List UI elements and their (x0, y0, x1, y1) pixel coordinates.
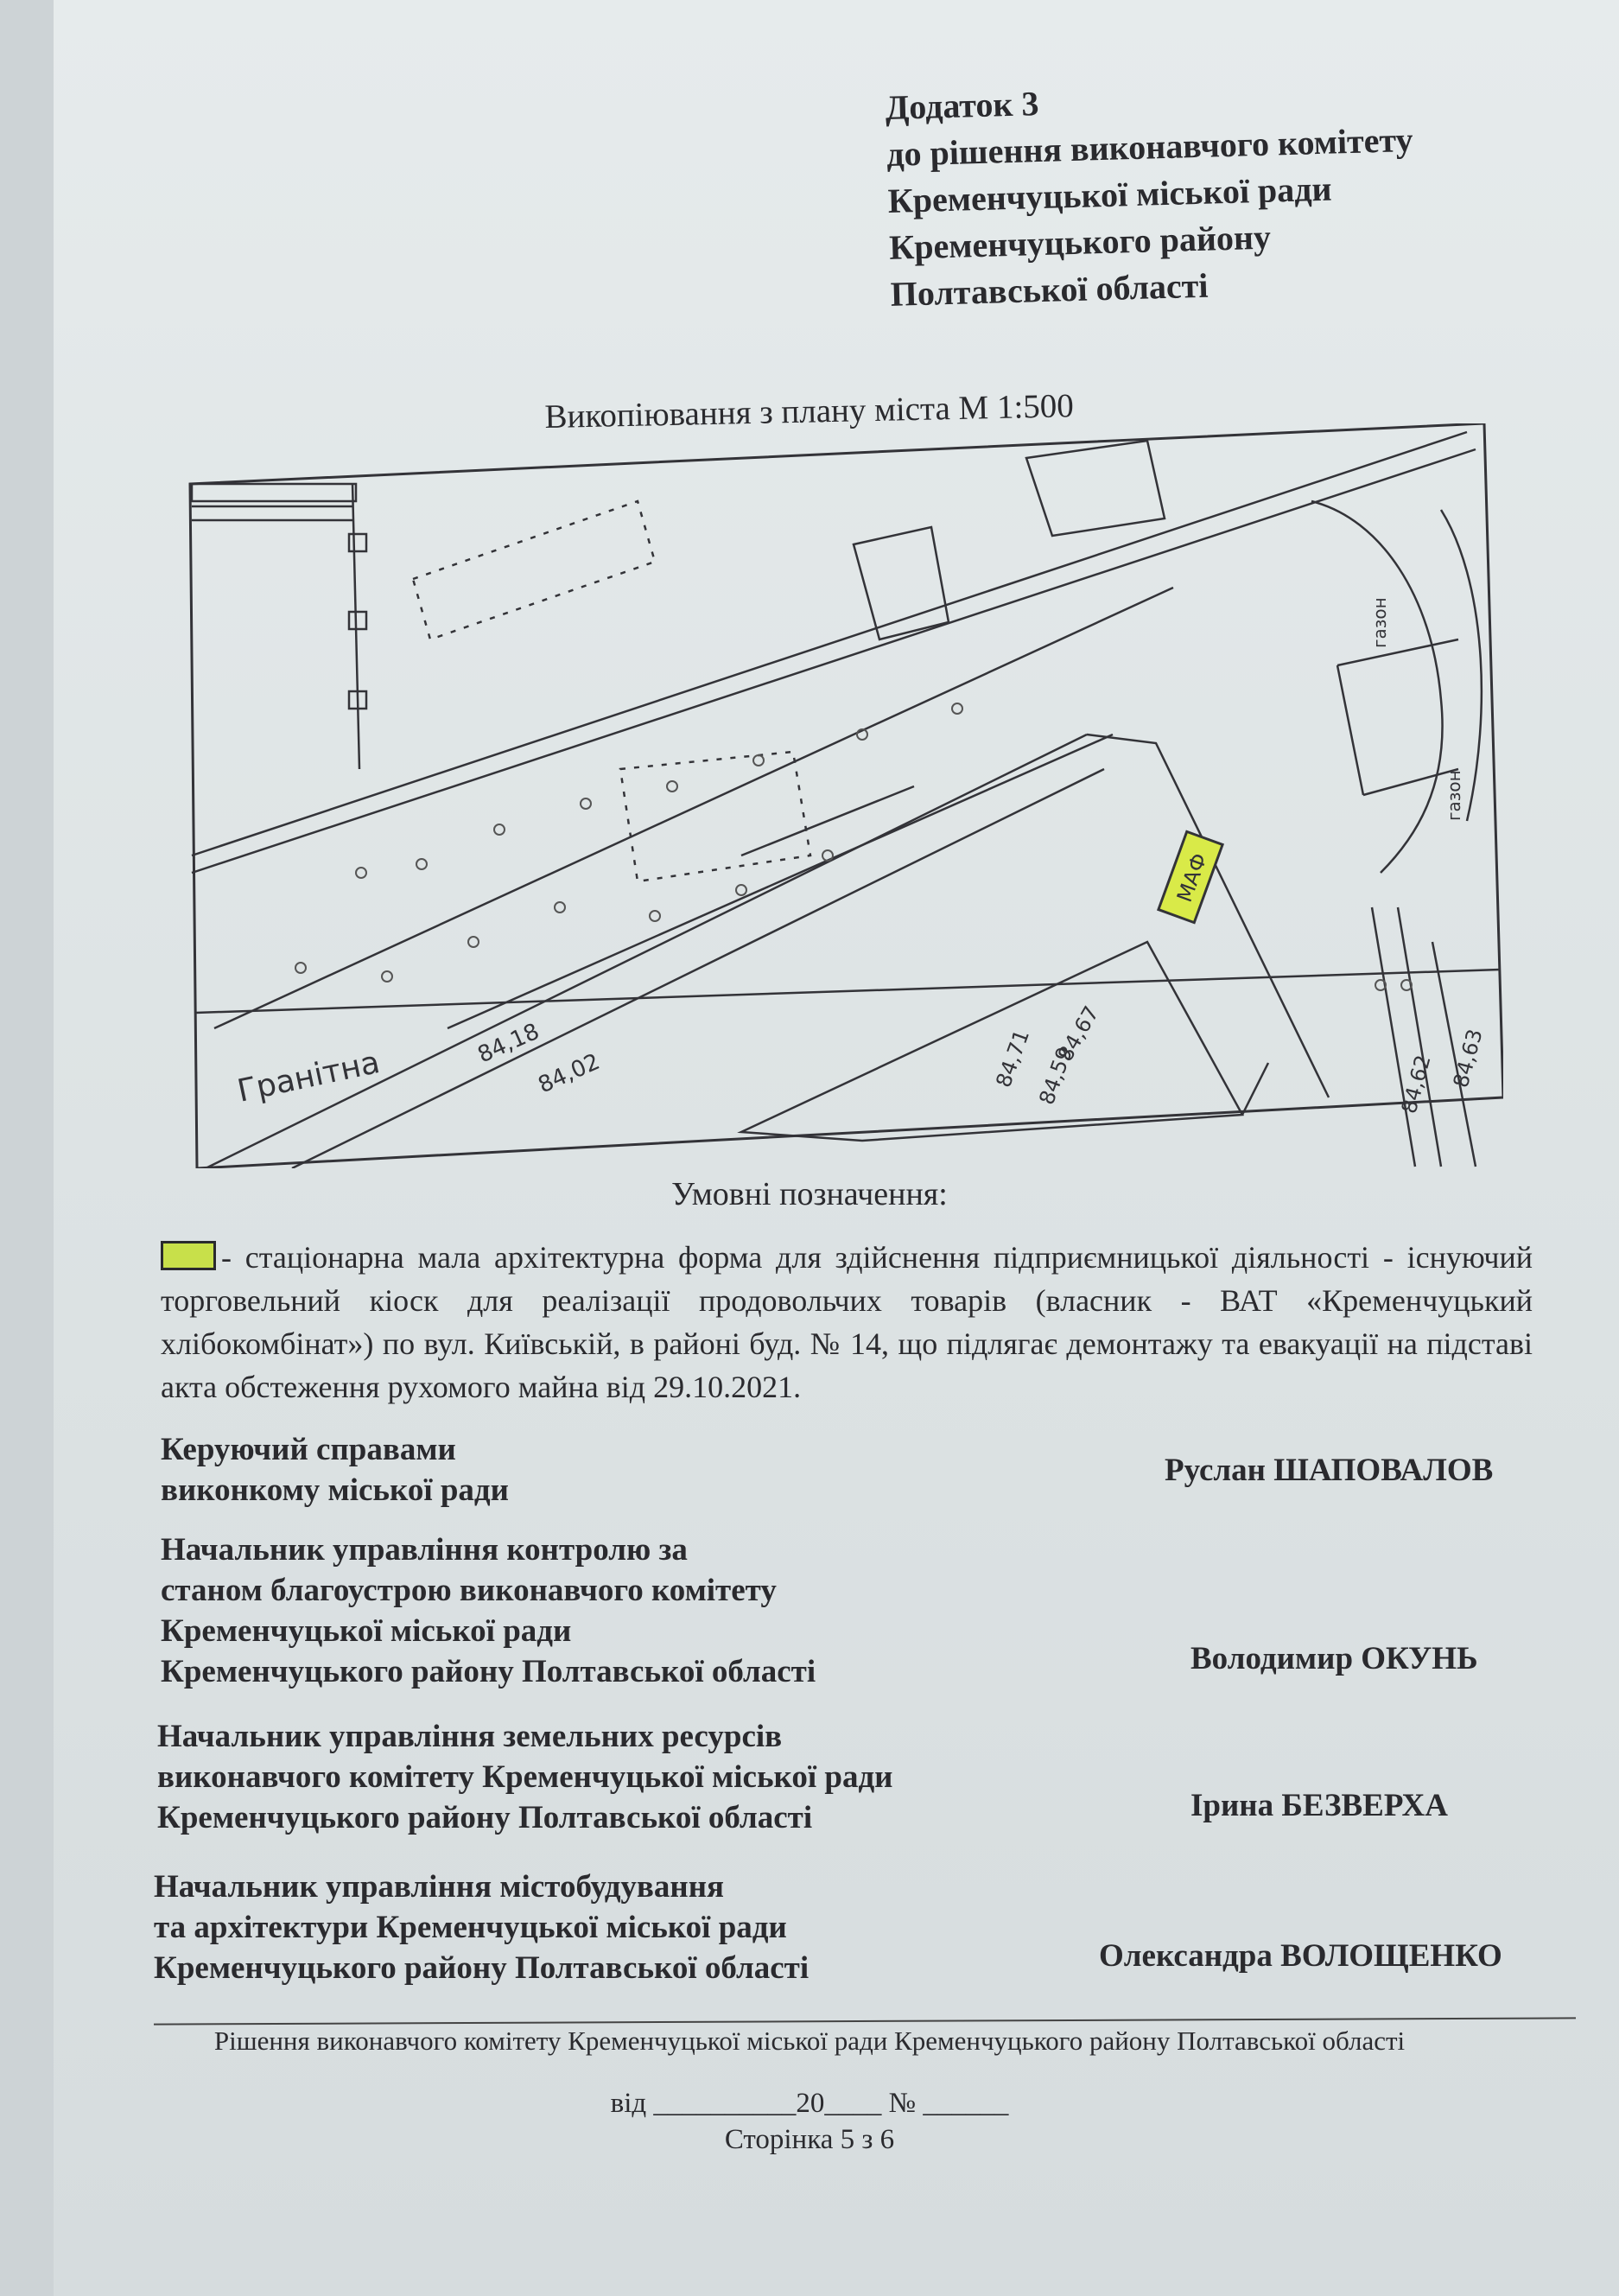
signature-title-2: Начальник управління контролю за станом благоустрою виконавчого комітету Кременчуцької міської ради Кременчуцького району Полтавської області (161, 1532, 816, 1689)
legend-title: Умовні позначення: (671, 1176, 948, 1212)
appendix-line-5: Полтавської області (890, 265, 1209, 314)
signature-title-3: Начальник управління земельних ресурсів виконавчого комітету Кременчуцької міської ради Кременчуцького району Полтавської області (157, 1719, 893, 1835)
elevation-label: 84,02 (534, 1048, 604, 1099)
parcel-outline (741, 942, 1242, 1141)
map-frame (190, 423, 1503, 1168)
elevation-label: 84,18 (473, 1018, 543, 1069)
lawn-label: газон (1369, 597, 1390, 648)
signature-title-4: Начальник управління містобудування та архітектури Кременчуцької міської ради Кременчуцького району Полтавської області (154, 1869, 810, 1986)
appendix-header (885, 70, 1418, 318)
appendix-line-2: до рішення виконавчого комітету (886, 119, 1414, 174)
city-plan-excerpt (188, 423, 1503, 1168)
footer-decision: Рішення виконавчого комітету Кременчуцької міської ради Кременчуцького району Полтавської області (213, 2026, 1406, 2056)
appendix-line-4: Кременчуцького району (888, 217, 1272, 267)
roundabout-arc (1311, 501, 1443, 873)
legend-text: стаціонарна мала архітектурна форма для здійснення підприємницької діяльності - існуючий торговельний кіоск для реалізації продовольчих товарів (власник - ВАТ «Кременчуцький хлібокомбінат») по вул. Київській, в районі буд. № 14, що підлягає демонтажу та евакуації на підставі акта обстеження рухомого майна від 29.10.2021. (161, 1240, 1533, 1404)
street-label: Гранітна (234, 1044, 384, 1110)
signature-name-2: Володимир ОКУНЬ (1190, 1641, 1478, 1676)
grid-line (195, 970, 1500, 1013)
legend-swatch (161, 1241, 216, 1270)
signature-name-4: Олександра ВОЛОЩЕНКО (1099, 1938, 1502, 1974)
signature-title-1: Керуючий справами виконкому міської ради (161, 1432, 509, 1508)
tree-symbols (295, 703, 1412, 990)
footer-date-line: від __________20____ № ______ (610, 2088, 1009, 2119)
signature-name-3: Ірина БЕЗВЕРХА (1190, 1788, 1448, 1823)
map-caption: Викопіювання з плану міста М 1:500 (544, 387, 1075, 436)
kiosk-label: МАФ (1171, 849, 1212, 906)
lawn-label: газон (1444, 770, 1464, 821)
elevation-label: 84,63 (1448, 1026, 1488, 1091)
signature-name-1: Руслан ШАПОВАЛОВ (1165, 1453, 1494, 1488)
elevation-label: 84,67 (1052, 1002, 1104, 1065)
legend-entry (161, 1236, 1533, 1409)
legend-dash: - (221, 1240, 232, 1275)
building-outline (192, 484, 356, 501)
elevation-label: 84,62 (1396, 1052, 1436, 1116)
page-number: Сторінка 5 з 6 (724, 2124, 895, 2155)
appendix-number: Додаток 3 (885, 84, 1040, 127)
appendix-line-3: Кременчуцької міської ради (887, 169, 1333, 220)
street-lines (192, 432, 1476, 1168)
elevation-label: 84,71 (991, 1026, 1035, 1091)
kiosk-highlight (1159, 831, 1222, 922)
elevation-label: 84,59 (1034, 1043, 1078, 1109)
